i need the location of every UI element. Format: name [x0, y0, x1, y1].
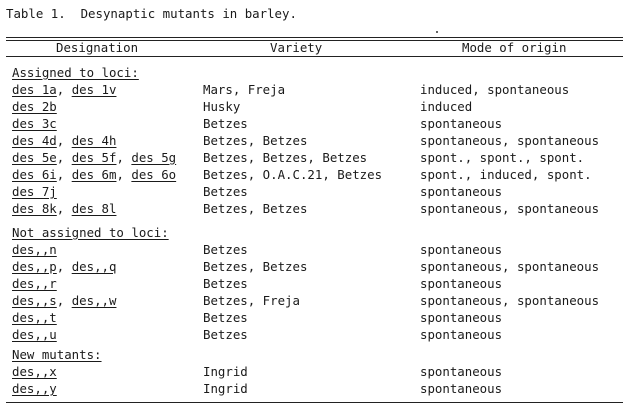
table-row	[0, 149, 634, 166]
variety-cell: Betzes, Freja	[203, 293, 300, 308]
variety-cell: Betzes, Betzes	[203, 201, 308, 216]
mutant-designation: des,,t	[12, 310, 57, 325]
separator: ,	[56, 293, 72, 308]
origin-cell: spontaneous	[420, 381, 503, 396]
separator: ,	[116, 167, 132, 182]
table-row	[0, 81, 634, 98]
mutant-designation: des,,u	[12, 327, 57, 342]
separator: ,	[56, 133, 72, 148]
designation-cell	[12, 275, 57, 292]
mutant-designation: des 1v	[71, 82, 117, 97]
designation-cell	[12, 309, 57, 326]
bottom-rule	[6, 402, 623, 403]
origin-cell: spontaneous	[420, 184, 503, 199]
designation-cell	[12, 98, 57, 115]
mutant-designation: des 5f	[71, 150, 117, 165]
origin-cell: induced	[420, 99, 473, 114]
table-row	[0, 292, 634, 309]
mutant-designation: des,,y	[12, 381, 57, 396]
mutant-designation: des 5g	[131, 150, 177, 165]
table-row	[0, 200, 634, 217]
table-row	[0, 166, 634, 183]
table-row	[0, 241, 634, 258]
table-row	[0, 363, 634, 380]
variety-cell: Betzes, O.A.C.21, Betzes	[203, 167, 383, 182]
origin-cell: spontaneous	[420, 242, 503, 257]
table-row	[0, 309, 634, 326]
table-row	[0, 380, 634, 397]
variety-cell: Betzes	[203, 242, 248, 257]
section-title: New mutants:	[12, 347, 102, 362]
mutant-designation: des,,w	[71, 293, 117, 308]
variety-cell: Betzes	[203, 310, 248, 325]
origin-cell: spontaneous, spontaneous	[420, 133, 600, 148]
mutant-designation: des 8l	[71, 201, 117, 216]
origin-cell: spontaneous, spontaneous	[420, 259, 600, 274]
designation-cell	[12, 115, 57, 132]
table-row	[0, 98, 634, 115]
variety-cell: Betzes	[203, 327, 248, 342]
mutant-designation: des 6o	[131, 167, 177, 182]
origin-cell: spontaneous	[420, 327, 503, 342]
mutant-designation: des 6m	[71, 167, 117, 182]
separator: ,	[56, 167, 72, 182]
mutant-designation: des 3c	[12, 116, 57, 131]
mutant-designation: des 4h	[71, 133, 117, 148]
separator: ,	[56, 259, 72, 274]
separator: ,	[56, 150, 72, 165]
designation-cell	[12, 149, 176, 166]
origin-cell: spontaneous	[420, 364, 503, 379]
variety-cell: Husky	[203, 99, 241, 114]
table-row	[0, 275, 634, 292]
mutant-designation: des,,r	[12, 276, 57, 291]
origin-cell: induced, spontaneous	[420, 82, 570, 97]
mutant-designation: des,,p	[12, 259, 57, 274]
separator: ,	[116, 150, 132, 165]
mutant-designation: des,,s	[12, 293, 57, 308]
section-title: Assigned to loci:	[12, 65, 139, 80]
mutant-designation: des,,x	[12, 364, 57, 379]
designation-cell	[12, 200, 116, 217]
top-rule	[6, 37, 623, 38]
mutant-designation: des,,n	[12, 242, 57, 257]
separator: ,	[56, 201, 72, 216]
mutant-designation: des,,q	[71, 259, 117, 274]
speck-mark	[436, 31, 438, 33]
variety-cell: Betzes	[203, 276, 248, 291]
designation-cell	[12, 166, 176, 183]
header-designation: Designation	[56, 40, 139, 55]
designation-cell	[12, 258, 116, 275]
table-row	[0, 183, 634, 200]
mutant-designation: des 4d	[12, 133, 57, 148]
variety-cell: Ingrid	[203, 364, 248, 379]
variety-cell: Betzes, Betzes, Betzes	[203, 150, 368, 165]
designation-cell	[12, 326, 57, 343]
separator: ,	[56, 82, 72, 97]
origin-cell: spont., induced, spont.	[420, 167, 592, 182]
origin-cell: spont., spont., spont.	[420, 150, 585, 165]
variety-cell: Ingrid	[203, 381, 248, 396]
designation-cell	[12, 363, 57, 380]
designation-cell	[12, 241, 57, 258]
mutant-designation: des 6i	[12, 167, 57, 182]
designation-cell	[12, 183, 57, 200]
mutant-designation: des 8k	[12, 201, 57, 216]
table-row	[0, 132, 634, 149]
table-row	[0, 326, 634, 343]
origin-cell: spontaneous, spontaneous	[420, 293, 600, 308]
designation-cell	[12, 292, 116, 309]
designation-cell	[12, 132, 116, 149]
mutant-designation: des 5e	[12, 150, 57, 165]
table-row	[0, 258, 634, 275]
section-title: Not assigned to loci:	[12, 225, 169, 240]
mutant-designation: des 7j	[12, 184, 57, 199]
origin-cell: spontaneous	[420, 276, 503, 291]
header-origin: Mode of origin	[462, 40, 567, 55]
variety-cell: Betzes	[203, 184, 248, 199]
mutant-designation: des 2b	[12, 99, 57, 114]
origin-cell: spontaneous	[420, 116, 503, 131]
variety-cell: Betzes	[203, 116, 248, 131]
variety-cell: Mars, Freja	[203, 82, 286, 97]
origin-cell: spontaneous, spontaneous	[420, 201, 600, 216]
variety-cell: Betzes, Betzes	[203, 259, 308, 274]
designation-cell	[12, 81, 116, 98]
header-variety: Variety	[270, 40, 323, 55]
header-rule	[6, 56, 623, 57]
table-caption: Table 1. Desynaptic mutants in barley.	[6, 6, 297, 21]
table-row	[0, 115, 634, 132]
origin-cell: spontaneous	[420, 310, 503, 325]
variety-cell: Betzes, Betzes	[203, 133, 308, 148]
designation-cell	[12, 380, 57, 397]
mutant-designation: des 1a	[12, 82, 57, 97]
